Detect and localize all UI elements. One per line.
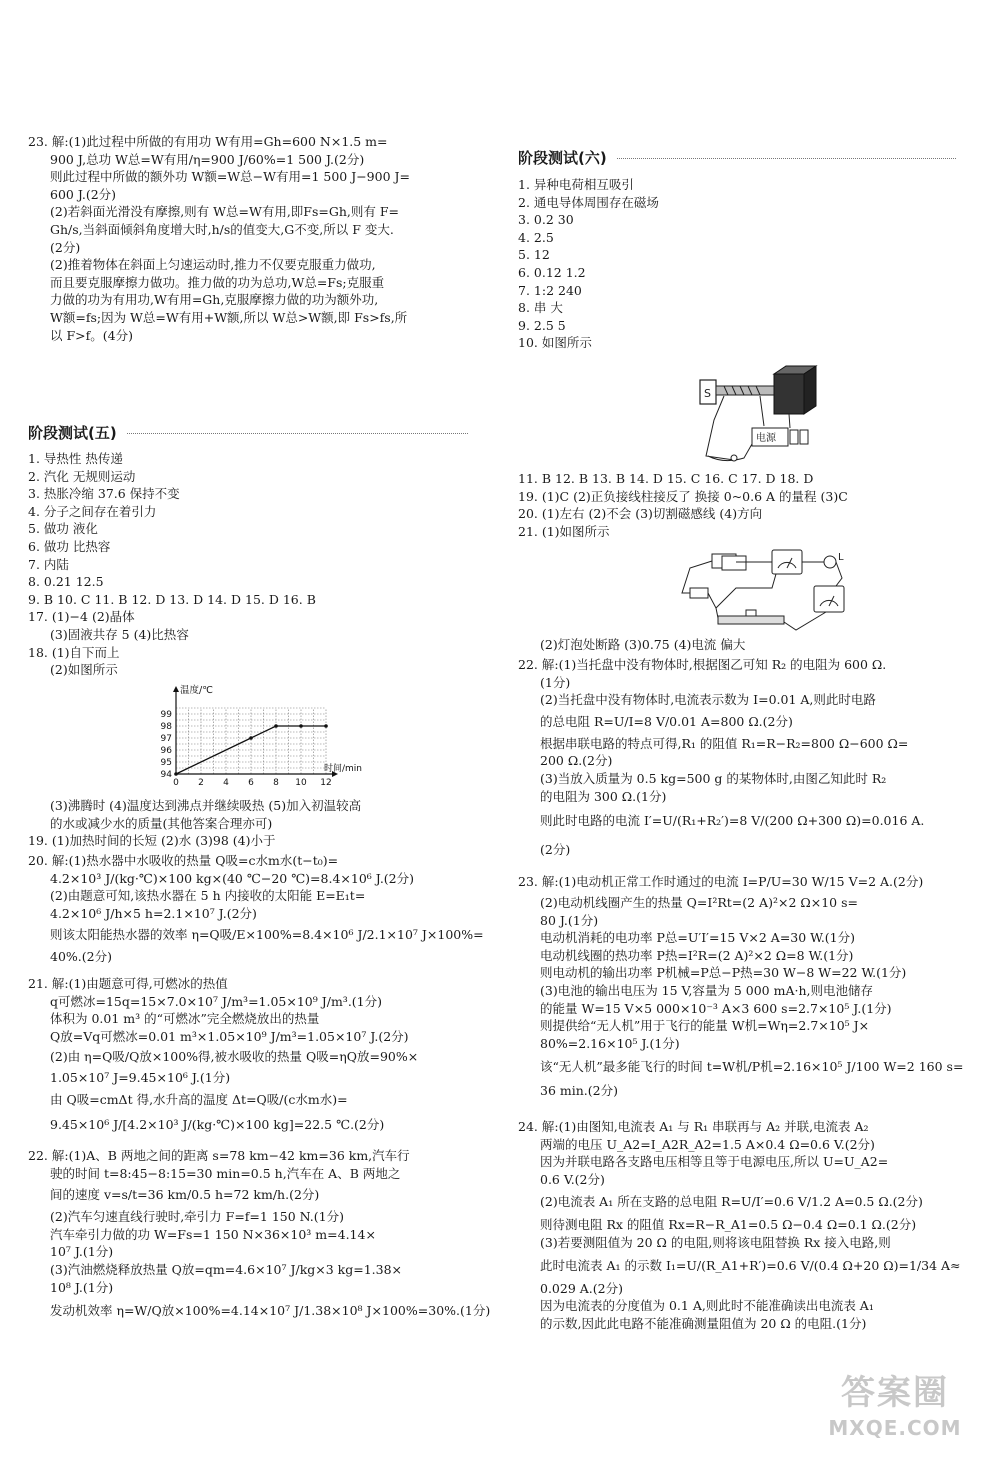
box-side <box>804 366 816 414</box>
stage6-answers <box>518 176 956 352</box>
x-tick-label: 2 <box>198 778 204 788</box>
switch-icon <box>731 455 737 461</box>
text-line: 的示数,因此此电路不能准确测量阻值为 20 Ω 的电阻.(1分) <box>540 1315 867 1331</box>
text-line: 而且要克服摩擦力做功。推力做的功为总功,W总=Fs;克服重 <box>50 274 385 290</box>
y-tick-label: 95 <box>160 758 172 768</box>
x-tick-label: 6 <box>248 778 254 788</box>
section-title-stage-test-6 <box>518 150 956 168</box>
answer-line: 7. 内陆 <box>28 556 69 572</box>
text-line: 则此时电路的电流 I′=U/(R₁+R₂′)=8 V/(200 Ω+300 Ω)=0.016 A. <box>540 813 925 829</box>
data-point <box>249 736 253 740</box>
answer-line: 19. (1)加热时间的长短 (2)水 (3)98 (4)小于 <box>28 833 276 849</box>
temperature-time-chart <box>138 684 368 790</box>
text-line: 0.029 A.(2分) <box>540 1280 623 1296</box>
text-line: (2分) <box>540 842 571 858</box>
switch-icon <box>690 588 708 598</box>
answer-line: 的水或减少水的质量(其他答案合理亦可) <box>50 815 273 831</box>
y-axis-arrow <box>173 686 179 692</box>
text-line: 该“无人机”最多能飞行的时间 t=W机/P机=2.16×10⁵ J/100 W=2 160 s= <box>540 1059 964 1075</box>
text-line: 则电动机的输出功率 P机械=P总−P热=30 W−8 W=22 W.(1分) <box>540 965 907 981</box>
answer-line: 2. 通电导体周围存在磁场 <box>518 194 659 210</box>
data-point <box>274 724 278 728</box>
title-divider <box>617 158 956 159</box>
answer-line: 3. 0.2 30 <box>518 212 574 228</box>
left-q23-answer <box>28 133 468 344</box>
x-tick-label: 8 <box>273 778 279 788</box>
title-divider <box>127 433 468 434</box>
answer-line: 1. 导热性 热传递 <box>28 451 123 466</box>
text-line: 200 Ω.(2分) <box>540 753 613 769</box>
fig10-power-label: 电源 <box>756 433 776 444</box>
text-line: 驶的时间 t=8:45−8:15=30 min=0.5 h,汽车在 A、B 两地之 <box>50 1165 401 1181</box>
answer-line: 5. 12 <box>518 247 550 263</box>
answer-line: 9. 2.5 5 <box>518 317 566 333</box>
data-point <box>174 772 178 776</box>
stage5-answers <box>28 450 468 679</box>
text-line: 汽车牵引力做的功 W=Fs=1 150 N×36×10³ m=4.14× <box>50 1226 376 1242</box>
section-title-stage-test-5 <box>28 425 468 443</box>
text-line: 则待测电阻 Rx 的阻值 Rx=R−R_A1=0.5 Ω−0.4 Ω=0.1 Ω.(2分) <box>540 1217 917 1233</box>
answer-line: 11. B 12. B 13. B 14. D 15. C 16. C 17. D 18. D <box>518 471 814 486</box>
ammeter-voltmeter-circuit-figure <box>676 548 851 636</box>
rheostat-slider <box>746 610 756 616</box>
y-tick-label: 97 <box>160 734 172 744</box>
answer-line: 8. 串 大 <box>518 300 563 316</box>
text-line: 23. 解:(1)此过程中所做的有用功 W有用=Gh=600 N×1.5 m= <box>28 134 388 149</box>
answer-line: 8. 0.21 12.5 <box>28 574 104 590</box>
text-line: 以 F>f。(4分) <box>50 327 133 343</box>
text-line: 体积为 0.01 m³ 的“可燃冰”完全燃烧放出的热量 <box>50 1011 320 1027</box>
answer-line: 3. 热胀冷缩 37.6 保持不变 <box>28 486 180 502</box>
electromagnet-circuit-figure <box>694 360 829 468</box>
answer-line: 17. (1)−4 (2)晶体 <box>28 609 135 625</box>
text-line: (2)若斜面光滑没有摩擦,则有 W总=W有用,即Fs=Gh,则有 F= <box>50 204 399 220</box>
text-line: 的能量 W=15 V×5 000×10⁻³ A×3 600 s=2.7×10⁵ J.(1分) <box>540 1000 892 1016</box>
answer-line: 20. (1)左右 (2)不会 (3)切割磁感线 (4)方向 <box>518 506 763 522</box>
text-line: 0.6 V.(2分) <box>540 1171 605 1187</box>
text-line: 10⁸ J.(1分) <box>50 1279 114 1295</box>
text-line: (1分) <box>540 674 571 690</box>
text-line: 10⁷ J.(1分) <box>50 1244 114 1260</box>
answer-line: 4. 分子之间存在着引力 <box>28 503 157 519</box>
left-q22-answer <box>28 1147 491 1326</box>
section-title-text: 阶段测试(六) <box>518 149 607 167</box>
section-title-text: 阶段测试(五) <box>28 424 117 442</box>
text-line: (3)当放入质量为 0.5 kg=500 g 的某物体时,由图乙知此时 R₂ <box>540 770 887 786</box>
text-line: 力做的功为有用功,W有用=Gh,克服摩擦力做的功为额外功, <box>50 292 379 308</box>
text-line: 的电阻为 300 Ω.(1分) <box>540 788 667 804</box>
text-line: 发动机效率 η=W/Q放×100%=4.14×10⁷ J/1.38×10⁸ J×100%=30%.(1分) <box>50 1303 491 1319</box>
y-tick-label: 96 <box>160 746 172 756</box>
text-line: 因为并联电路各支路电压相等且等于电源电压,所以 U=U_A2= <box>540 1154 889 1170</box>
answer-line: 4. 2.5 <box>518 229 554 245</box>
answer-line: 6. 做功 比热容 <box>28 538 111 554</box>
text-line: (3)电池的输出电压为 15 V,容量为 5 000 mA·h,则电池储存 <box>540 982 873 998</box>
text-line: 两端的电压 U_A2=I_A2R_A2=1.5 A×0.4 Ω=0.6 V.(2分) <box>540 1136 875 1152</box>
text-line: (2)由题意可知,该热水器在 5 h 内接收的太阳能 E=E₁t= <box>50 888 366 904</box>
text-line: 电动机线圈的热功率 P热=I²R=(2 A)²×2 Ω=8 W.(1分) <box>540 947 854 963</box>
left-q20-answer <box>28 852 484 966</box>
answer-line: 19. (1)C (2)正负接线柱接反了 换接 0~0.6 A 的量程 (3)C <box>518 488 848 504</box>
text-line: (3)汽油燃烧释放热量 Q放=qm=4.6×10⁷ J/kg×3 kg=1.38× <box>50 1261 403 1277</box>
answer-line: 2. 汽化 无规则运动 <box>28 468 136 484</box>
answer-line: 7. 1:2 240 <box>518 282 582 298</box>
fig21-l-label: L <box>838 552 844 563</box>
y-tick-label: 99 <box>160 710 172 720</box>
cell-icon <box>800 430 808 444</box>
text-line: 21. 解:(1)由题意可得,可燃冰的热值 <box>28 976 228 991</box>
text-line: 80%=2.16×10⁵ J.(1分) <box>540 1035 680 1051</box>
text-line: 9.45×10⁶ J/[4.2×10³ J/(kg·℃)×100 kg]=22.5 ℃.(2分) <box>50 1116 385 1132</box>
answer-line: (2)灯泡处断路 (3)0.75 (4)电流 偏大 <box>540 637 746 652</box>
text-line: 23. 解:(1)电动机正常工作时通过的电流 I=P/U=30 W/15 V=2 A.(2分) <box>518 874 924 889</box>
right-q22-answer <box>518 656 956 863</box>
text-line: 1.05×10⁷ J=9.45×10⁶ J.(1分) <box>50 1070 231 1086</box>
y-axis-label: 温度/℃ <box>180 685 213 696</box>
text-line: Q放=Vq可燃冰=0.01 m³×1.05×10⁹ J/m³=1.05×10⁷ J.(2分) <box>50 1028 409 1044</box>
y-tick-label: 94 <box>160 770 172 780</box>
data-point <box>299 724 303 728</box>
text-line: 22. 解:(1)A、B 两地之间的距离 s=78 km−42 km=36 km,汽车行 <box>28 1148 410 1163</box>
text-line: Gh/s,当斜面倾斜角度增大时,h/s的值变大,G不变,所以 F 变大. <box>50 221 394 237</box>
right-q24-answer <box>518 1118 961 1332</box>
ammeter-icon <box>814 586 844 612</box>
text-line: 由 Q吸=cmΔt 得,水升高的温度 Δt=Q吸/(c水m水)= <box>50 1091 348 1107</box>
stage6-answers-mid <box>518 470 956 540</box>
text-line: 则该太阳能热水器的效率 η=Q吸/E×100%=8.4×10⁶ J/2.1×10⁷ J×100%= <box>50 927 484 943</box>
text-line: 此时电流表 A₁ 的示数 I₁=U/(R_A1+R′)=0.6 V/(0.4 Ω+20 Ω)=1/34 A≈ <box>540 1257 961 1273</box>
box-dark <box>774 374 804 414</box>
answer-line: 5. 做功 液化 <box>28 521 98 537</box>
fig10-s-label: S <box>704 387 711 400</box>
answer-line: 21. (1)如图所示 <box>518 523 610 539</box>
watermark-logo <box>820 1371 970 1461</box>
answer-line: (2)如图所示 <box>50 662 118 678</box>
text-line: 因为电流表的分度值为 0.1 A,则此时不能准确读出电流表 A₁ <box>540 1298 874 1314</box>
x-tick-label: 10 <box>295 778 307 788</box>
battery-icon <box>722 556 746 570</box>
x-tick-label: 0 <box>173 778 179 788</box>
text-line: 900 J,总功 W总=W有用/η=900 J/60%=1 500 J.(2分) <box>50 151 365 167</box>
text-line: (2)由 η=Q吸/Q放×100%得,被水吸收的热量 Q吸=ηQ放=90%× <box>50 1049 419 1065</box>
cell-icon <box>790 430 798 444</box>
right-q23-answer <box>518 870 964 1100</box>
text-line: 根据串联电路的特点可得,R₁ 的阻值 R₁=R−R₂=800 Ω−600 Ω= <box>540 735 909 751</box>
x-tick-label: 4 <box>223 778 229 788</box>
answer-line: 1. 异种电荷相互吸引 <box>518 177 634 192</box>
text-line: 20. 解:(1)热水器中水吸收的热量 Q吸=c水m水(t−t₀)= <box>28 853 339 868</box>
answer-line: 18. (1)自下而上 <box>28 644 120 660</box>
text-line: 22. 解:(1)当托盘中没有物体时,根据图乙可知 R₂ 的电阻为 600 Ω. <box>518 657 887 672</box>
text-line: (2)电流表 A₁ 所在支路的总电阻 R=U/I′=0.6 V/1.2 A=0.5 Ω.(2分) <box>540 1194 923 1210</box>
text-line: 4.2×10⁶ J/h×5 h=2.1×10⁷ J.(2分) <box>50 905 257 921</box>
watermark-text: 答案圈 <box>841 1373 949 1413</box>
text-line: (2)电动机线圈产生的热量 Q=I²Rt=(2 A)²×2 Ω×10 s= <box>540 895 858 910</box>
text-line: 则提供给“无人机”用于飞行的能量 W机=Wη=2.7×10⁵ J× <box>540 1018 870 1034</box>
text-line: (2)汽车匀速直线行驶时,牵引力 F=f=1 150 N.(1分) <box>50 1209 344 1225</box>
bulb-icon <box>824 556 836 568</box>
x-tick-label: 12 <box>320 778 332 788</box>
text-line: (2)当托盘中没有物体时,电流表示数为 I=0.01 A,则此时电路 <box>540 692 876 708</box>
rheostat-icon <box>718 616 784 624</box>
text-line: 24. 解:(1)由图知,电流表 A₁ 与 R₁ 串联再与 A₂ 并联,电流表 A₂ <box>518 1119 869 1134</box>
data-point <box>324 724 328 728</box>
text-line: W额=fs;因为 W总=W有用+W额,所以 W总>W额,即 Fs>fs,所 <box>50 309 408 325</box>
text-line: q可燃冰=15q=15×7.0×10⁷ J/m³=1.05×10⁹ J/m³.(1分) <box>50 993 383 1009</box>
answer-line: (3)固液共存 5 (4)比热容 <box>50 626 189 642</box>
text-line: 电动机消耗的电功率 P总=U′I′=15 V×2 A=30 W.(1分) <box>540 930 856 946</box>
x-axis-label: 时间/min <box>324 764 363 774</box>
answer-line: (3)沸腾时 (4)温度达到沸点并继续吸热 (5)加入初温较高 <box>50 798 362 813</box>
text-line: (2)推着物体在斜面上匀速运动时,推力不仅要克服重力做功, <box>50 257 376 273</box>
text-line: 的总电阻 R=U/I=8 V/0.01 A=800 Ω.(2分) <box>540 713 793 729</box>
text-line: 4.2×10³ J/(kg·℃)×100 kg×(40 ℃−20 ℃)=8.4×10⁶ J.(2分) <box>50 870 414 886</box>
left-q21-answer <box>28 975 468 1137</box>
watermark-url: MXQE.COM <box>828 1416 962 1440</box>
text-line: 80 J.(1分) <box>540 912 599 928</box>
text-line: (3)若要测阻值为 20 Ω 的电阻,则将该电阻替换 Rx 接入电路,则 <box>540 1234 891 1250</box>
text-line: 40%.(2分) <box>50 949 112 965</box>
y-tick-label: 98 <box>160 722 172 732</box>
text-line: (2分) <box>50 239 81 255</box>
q21-continued <box>518 636 956 654</box>
text-line: 600 J.(2分) <box>50 186 117 202</box>
answer-line: 9. B 10. C 11. B 12. D 13. D 14. D 15. D 16. B <box>28 591 316 607</box>
answer-line: 6. 0.12 1.2 <box>518 264 586 280</box>
q18-continued <box>28 797 468 850</box>
text-line: 则此过程中所做的额外功 W额=W总−W有用=1 500 J−900 J= <box>50 169 410 185</box>
answer-line: 10. 如图所示 <box>518 335 592 351</box>
text-line: 间的速度 v=s/t=36 km/0.5 h=72 km/h.(2分) <box>50 1187 320 1203</box>
text-line: 36 min.(2分) <box>540 1083 618 1099</box>
